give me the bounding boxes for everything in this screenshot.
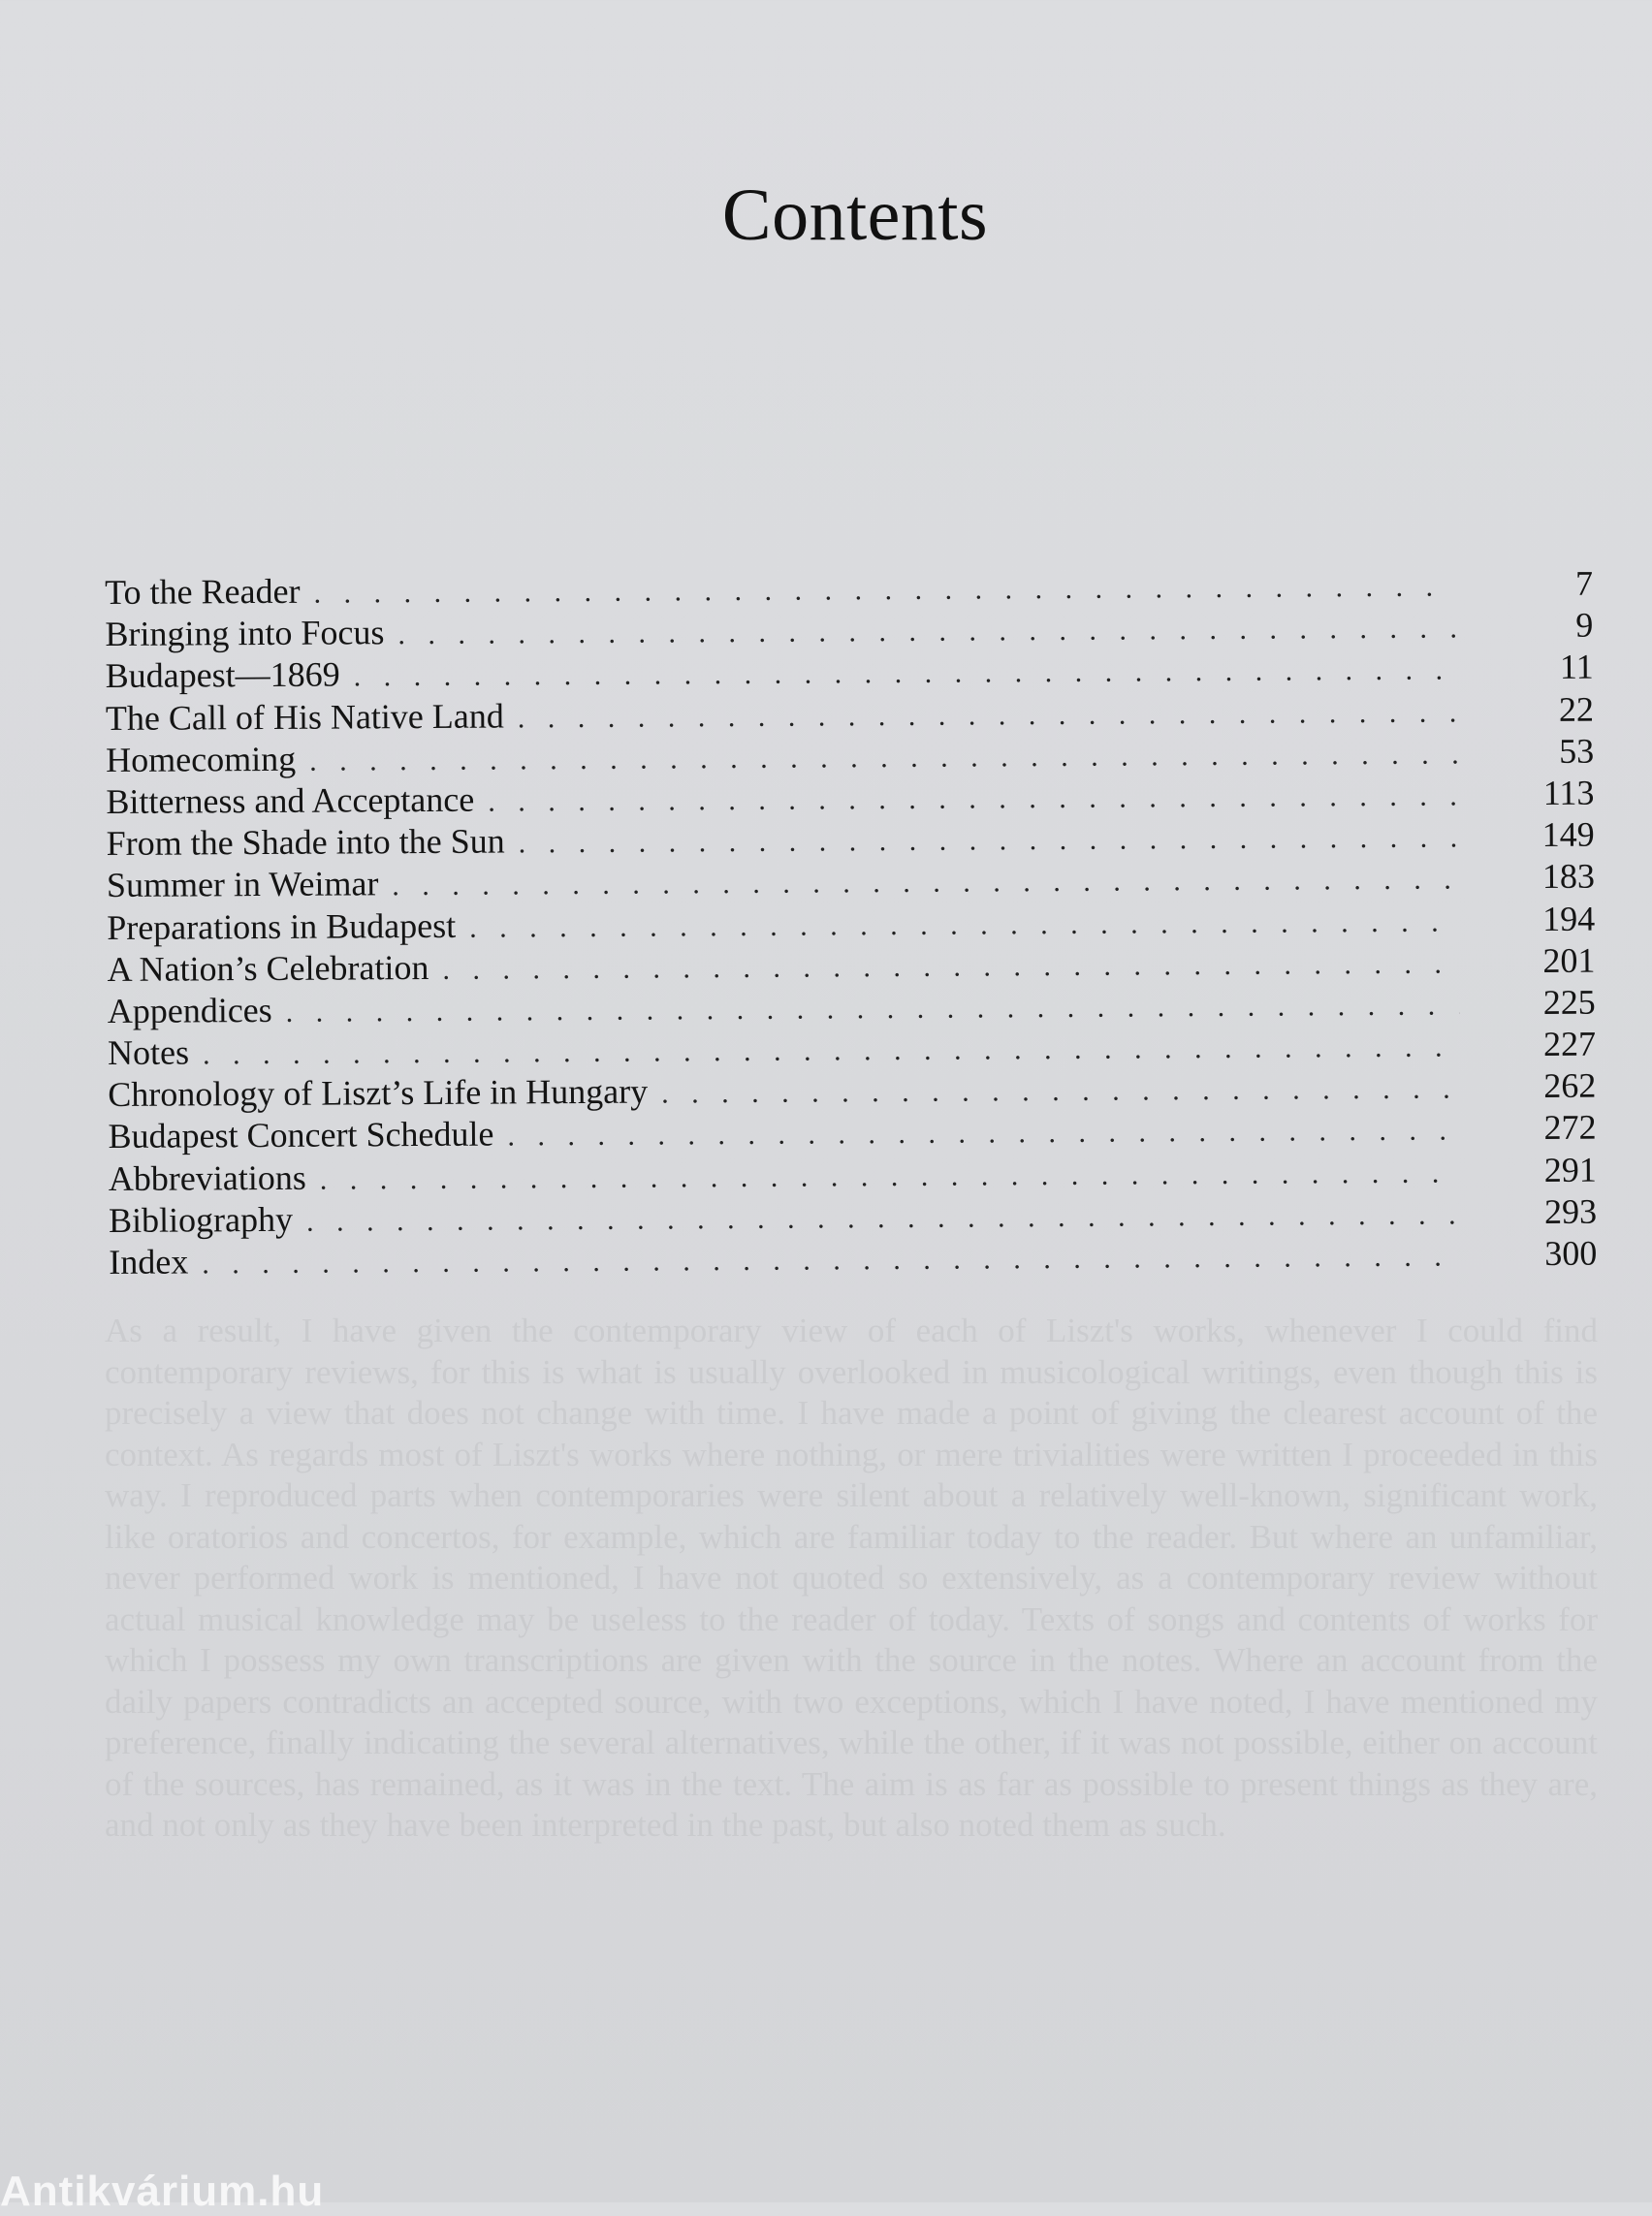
dot-leader xyxy=(202,1235,1461,1284)
toc-entry-page: 262 xyxy=(1543,1065,1597,1106)
dot-leader xyxy=(286,984,1460,1032)
toc-entry-page: 227 xyxy=(1542,1024,1597,1064)
dot-leader xyxy=(442,942,1459,990)
toc-entry xyxy=(108,1107,1596,1158)
page-title: Contents xyxy=(721,174,989,256)
toc-entry-page: 293 xyxy=(1543,1191,1598,1231)
toc-entry-title: Bitterness and Acceptance xyxy=(106,779,475,821)
dot-leader xyxy=(313,565,1457,614)
toc-entry-title: Bringing into Focus xyxy=(105,613,385,654)
toc-entry-page: 300 xyxy=(1544,1233,1598,1273)
toc-entry-page: 291 xyxy=(1543,1150,1597,1189)
toc-entry-page: 113 xyxy=(1542,773,1595,812)
toc-entry-title: Notes xyxy=(107,1032,190,1073)
toc-entry-page: 22 xyxy=(1558,689,1595,729)
toc-entry xyxy=(105,563,1593,615)
toc-entry-title: To the Reader xyxy=(105,571,301,612)
toc-entry-title: Bibliography xyxy=(108,1199,294,1240)
toc-entry-title: Budapest—1869 xyxy=(105,654,340,696)
toc-entry xyxy=(107,814,1595,866)
toc-entry-title: Preparations in Budapest xyxy=(107,905,457,947)
dot-leader xyxy=(518,691,1458,739)
toc-entry-title: Index xyxy=(109,1242,189,1282)
toc-entry xyxy=(106,647,1594,698)
show-through-text: As a result, I have given the contemporary view of each of Liszt's works, whenever I could find contemporary reviews, for this is what is usually overlooked in musicological writings, even though this is precisely a view that does not change with time. I have made a point of giving the clearest account of the context. As regards most of Liszt's works where nothing, or mere trivialities were written I proceeded in this way. I reproduced parts when contemporaries were silent about a relatively well-known, significant work, like oratorios and concertos, for example, which are familiar today to the reader. But where an unfamiliar, never performed work is mentioned, I have not quoted so extensively, as a contemporary review without actual musical knowledge may be useless to the reader of today. Texts of songs and contents of works for which I possess my own transcriptions are given with the source in the notes. Where an account from the daily papers contradicts an accepted source, with two exceptions, which I have noted, I have mentioned my preference, finally indicating the several alternatives, while the other, if it was not possible, either on account of the sources, has remained, as it was in the text. The aim is as far as possible to present things as they are, and not only as they have been interpreted in the past, but also noted them as such. xyxy=(105,1312,1598,1844)
toc-entry-title: The Call of His Native Land xyxy=(105,696,504,738)
toc-entry-title: Chronology of Liszt’s Life in Hungary xyxy=(108,1071,649,1115)
toc-entry-title: Budapest Concert Schedule xyxy=(108,1114,494,1156)
dot-leader xyxy=(488,775,1458,822)
dot-leader xyxy=(392,859,1459,907)
toc-entry xyxy=(108,981,1596,1032)
toc-entry xyxy=(107,939,1595,991)
toc-entry xyxy=(107,898,1595,949)
dot-leader xyxy=(306,1193,1461,1242)
toc-entry-page: 53 xyxy=(1559,731,1595,771)
toc-entry-title: Summer in Weimar xyxy=(106,864,379,905)
toc-entry-page: 225 xyxy=(1542,982,1596,1022)
toc-entry xyxy=(106,773,1594,824)
dot-leader xyxy=(519,817,1459,865)
toc-entry xyxy=(109,1149,1597,1200)
toc-entry xyxy=(106,688,1594,740)
toc-entry-page: 9 xyxy=(1575,605,1594,645)
dot-leader xyxy=(397,608,1457,656)
toc-entry xyxy=(106,730,1594,781)
toc-entry-title: Abbreviations xyxy=(108,1157,306,1198)
dot-leader xyxy=(203,1027,1460,1076)
toc-entry xyxy=(108,1065,1596,1117)
toc-entry-page: 7 xyxy=(1574,563,1594,603)
toc-entry-page: 149 xyxy=(1541,814,1595,855)
toc-entry-page: 194 xyxy=(1542,899,1596,938)
dot-leader xyxy=(309,733,1458,781)
dot-leader xyxy=(320,1152,1461,1200)
toc-entry-title: From the Shade into the Sun xyxy=(106,821,505,864)
dot-leader xyxy=(661,1068,1460,1115)
toc-entry xyxy=(105,605,1593,656)
watermark: Antikvárium.hu xyxy=(0,2168,325,2215)
toc-entry-title: Appendices xyxy=(107,990,272,1030)
toc-entry-page: 11 xyxy=(1559,647,1594,687)
toc-entry-page: 183 xyxy=(1541,856,1596,897)
toc-entry-page: 201 xyxy=(1542,940,1596,980)
toc-entry-page: 272 xyxy=(1543,1108,1597,1148)
toc-entry-title: A Nation’s Celebration xyxy=(107,947,429,989)
dot-leader xyxy=(469,901,1459,948)
toc-entry xyxy=(107,856,1595,907)
dot-leader xyxy=(507,1110,1460,1157)
toc-entry-title: Homecoming xyxy=(106,739,297,779)
table-of-contents xyxy=(105,563,1597,1284)
dot-leader xyxy=(354,649,1458,698)
